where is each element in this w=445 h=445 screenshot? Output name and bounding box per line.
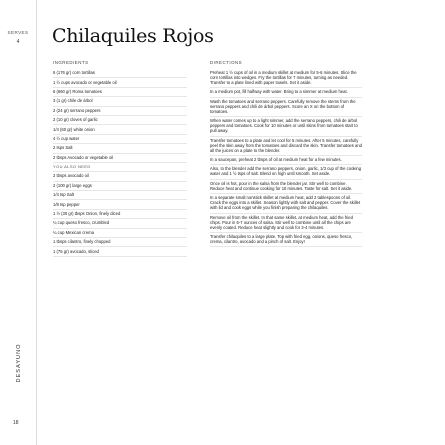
direction-step: Also, to the blender add the serrano peppers, onion, garlic, 1/3 cup of the cooking water and 1 ½ tsps of salt. Blend on high until smooth. Set aside. [210, 165, 362, 179]
ingredient-item: 1/4 tsp Salt [53, 191, 187, 200]
serves-value: 4 [16, 39, 20, 45]
direction-step: Preheat 1 ½ cups of oil in a medium skillet at medium for 5-6 minutes. Slice the corn tortillas into wedges. Fry the tortillas for 7 minutes, turning as needed. Transfer to a plate lined with paper towels. Set it aside. [210, 69, 362, 88]
ingredient-item: ¼ cup Mexican crema [53, 229, 187, 238]
ingredient-item: 2 tsps Salt [53, 144, 187, 153]
ingredient-item: 2 tbsps avocado oil [53, 172, 187, 181]
ingredient-item: 2 tbsps Avocado or vegetable oil [53, 154, 187, 163]
ingredient-item: 1 (75 gr) avocado, sliced [53, 247, 187, 256]
direction-step: Transfer chilaquiles to a large plate. Top with fried egg, onions, queso fresco, crema, cilantro, avocado and a pinch of salt. Enjoy! [210, 233, 362, 247]
ingredients-list [53, 69, 187, 257]
ingredient-item: 1 ½ (30 gr) tbsps Onion, finely diced [53, 210, 187, 219]
directions-heading: DIRECTIONS [210, 60, 243, 65]
ingredients-heading: INGREDIENTS [53, 60, 89, 65]
chapter-label: DESAYUNO [16, 343, 22, 383]
sidebar [0, 0, 37, 445]
ingredient-item: 1 tbsps cilantro, finely chopped [53, 238, 187, 247]
direction-step: Transfer tomatoes to a plate and let cool for 5 minutes. After 5 minutes, carefully peel the skin away from the tomatoes and discard the skin. Transfer tomatoes and all the juices on a plate to the blender. [210, 137, 362, 156]
ingredients-subheading: YOU ALSO NEED [53, 163, 187, 172]
ingredient-item: 2 (10 gr) cloves of garlic [53, 116, 187, 125]
directions-list [210, 69, 362, 247]
ingredient-item: 1/8 tsp pepper [53, 200, 187, 209]
direction-step: When water comes up to a light simmer, add the serrano peppers, chili de árbol peppers and tomatoes. Cook for 10 minutes or until skins from tomatoes start to pull away. [210, 117, 362, 136]
direction-step: Once oil is hot, pour in the salsa from the blender jar. Stir well to combine. Reduce heat and continue cooking for 10 minutes. Taste for salt. Set it aside. [210, 180, 362, 194]
direction-step: In a medium pot, fill halfway with water. Bring to a simmer at medium heat. [210, 88, 362, 97]
direction-step: Wash the tomatoes and serrano peppers. Carefully remove the stems from the serrano peppers and chili de árbol peppers. Score an X on the bottom of tomatoes. [210, 98, 362, 117]
ingredient-item: 3 (1 gr) chile de árbol [53, 97, 187, 106]
ingredient-item: 2 (24 gr) serrano peppers [53, 107, 187, 116]
ingredient-item: 2 (100 gr) large eggs [53, 182, 187, 191]
direction-step: In a saucepan, preheat 2 tbsps of oil at medium heat for a few minutes. [210, 156, 362, 165]
recipe-title: Chilaquiles Rojos [52, 25, 214, 47]
ingredient-item: 1 ½ cups avocado or vegetable oil [53, 78, 187, 87]
ingredient-item: 1/4 (60 gr) white onion [53, 125, 187, 134]
direction-step: Remove oil from the skillet. In that same skillet, at medium heat, add the fried chips. Pour in 6-7 ounces of salsa. Stir well to combine until all the chips are evenly coated. Reduce heat slightly and cook for 3-4 minutes. [210, 214, 362, 233]
ingredient-item: ¼ cup queso fresco, crumbled [53, 219, 187, 228]
direction-step: In a separate small nonstick skillet at medium heat, add 2 tablespoons of oil. Crack the eggs into a skillet. Season lightly with salt and pepper. Cover the skillet with lid and cook eggs while you finish preparing the chilaquiles. [210, 194, 362, 213]
page-number: 18 [13, 420, 19, 426]
serves-label: SERVES [7, 30, 29, 35]
ingredient-item: 6 (176 gr) corn tortillas [53, 69, 187, 78]
directions-section [210, 60, 362, 247]
ingredient-item: 4 ½ cup water [53, 135, 187, 144]
ingredients-section [53, 60, 187, 257]
ingredient-item: 6 (660 gr) Roma tomatoes [53, 88, 187, 97]
